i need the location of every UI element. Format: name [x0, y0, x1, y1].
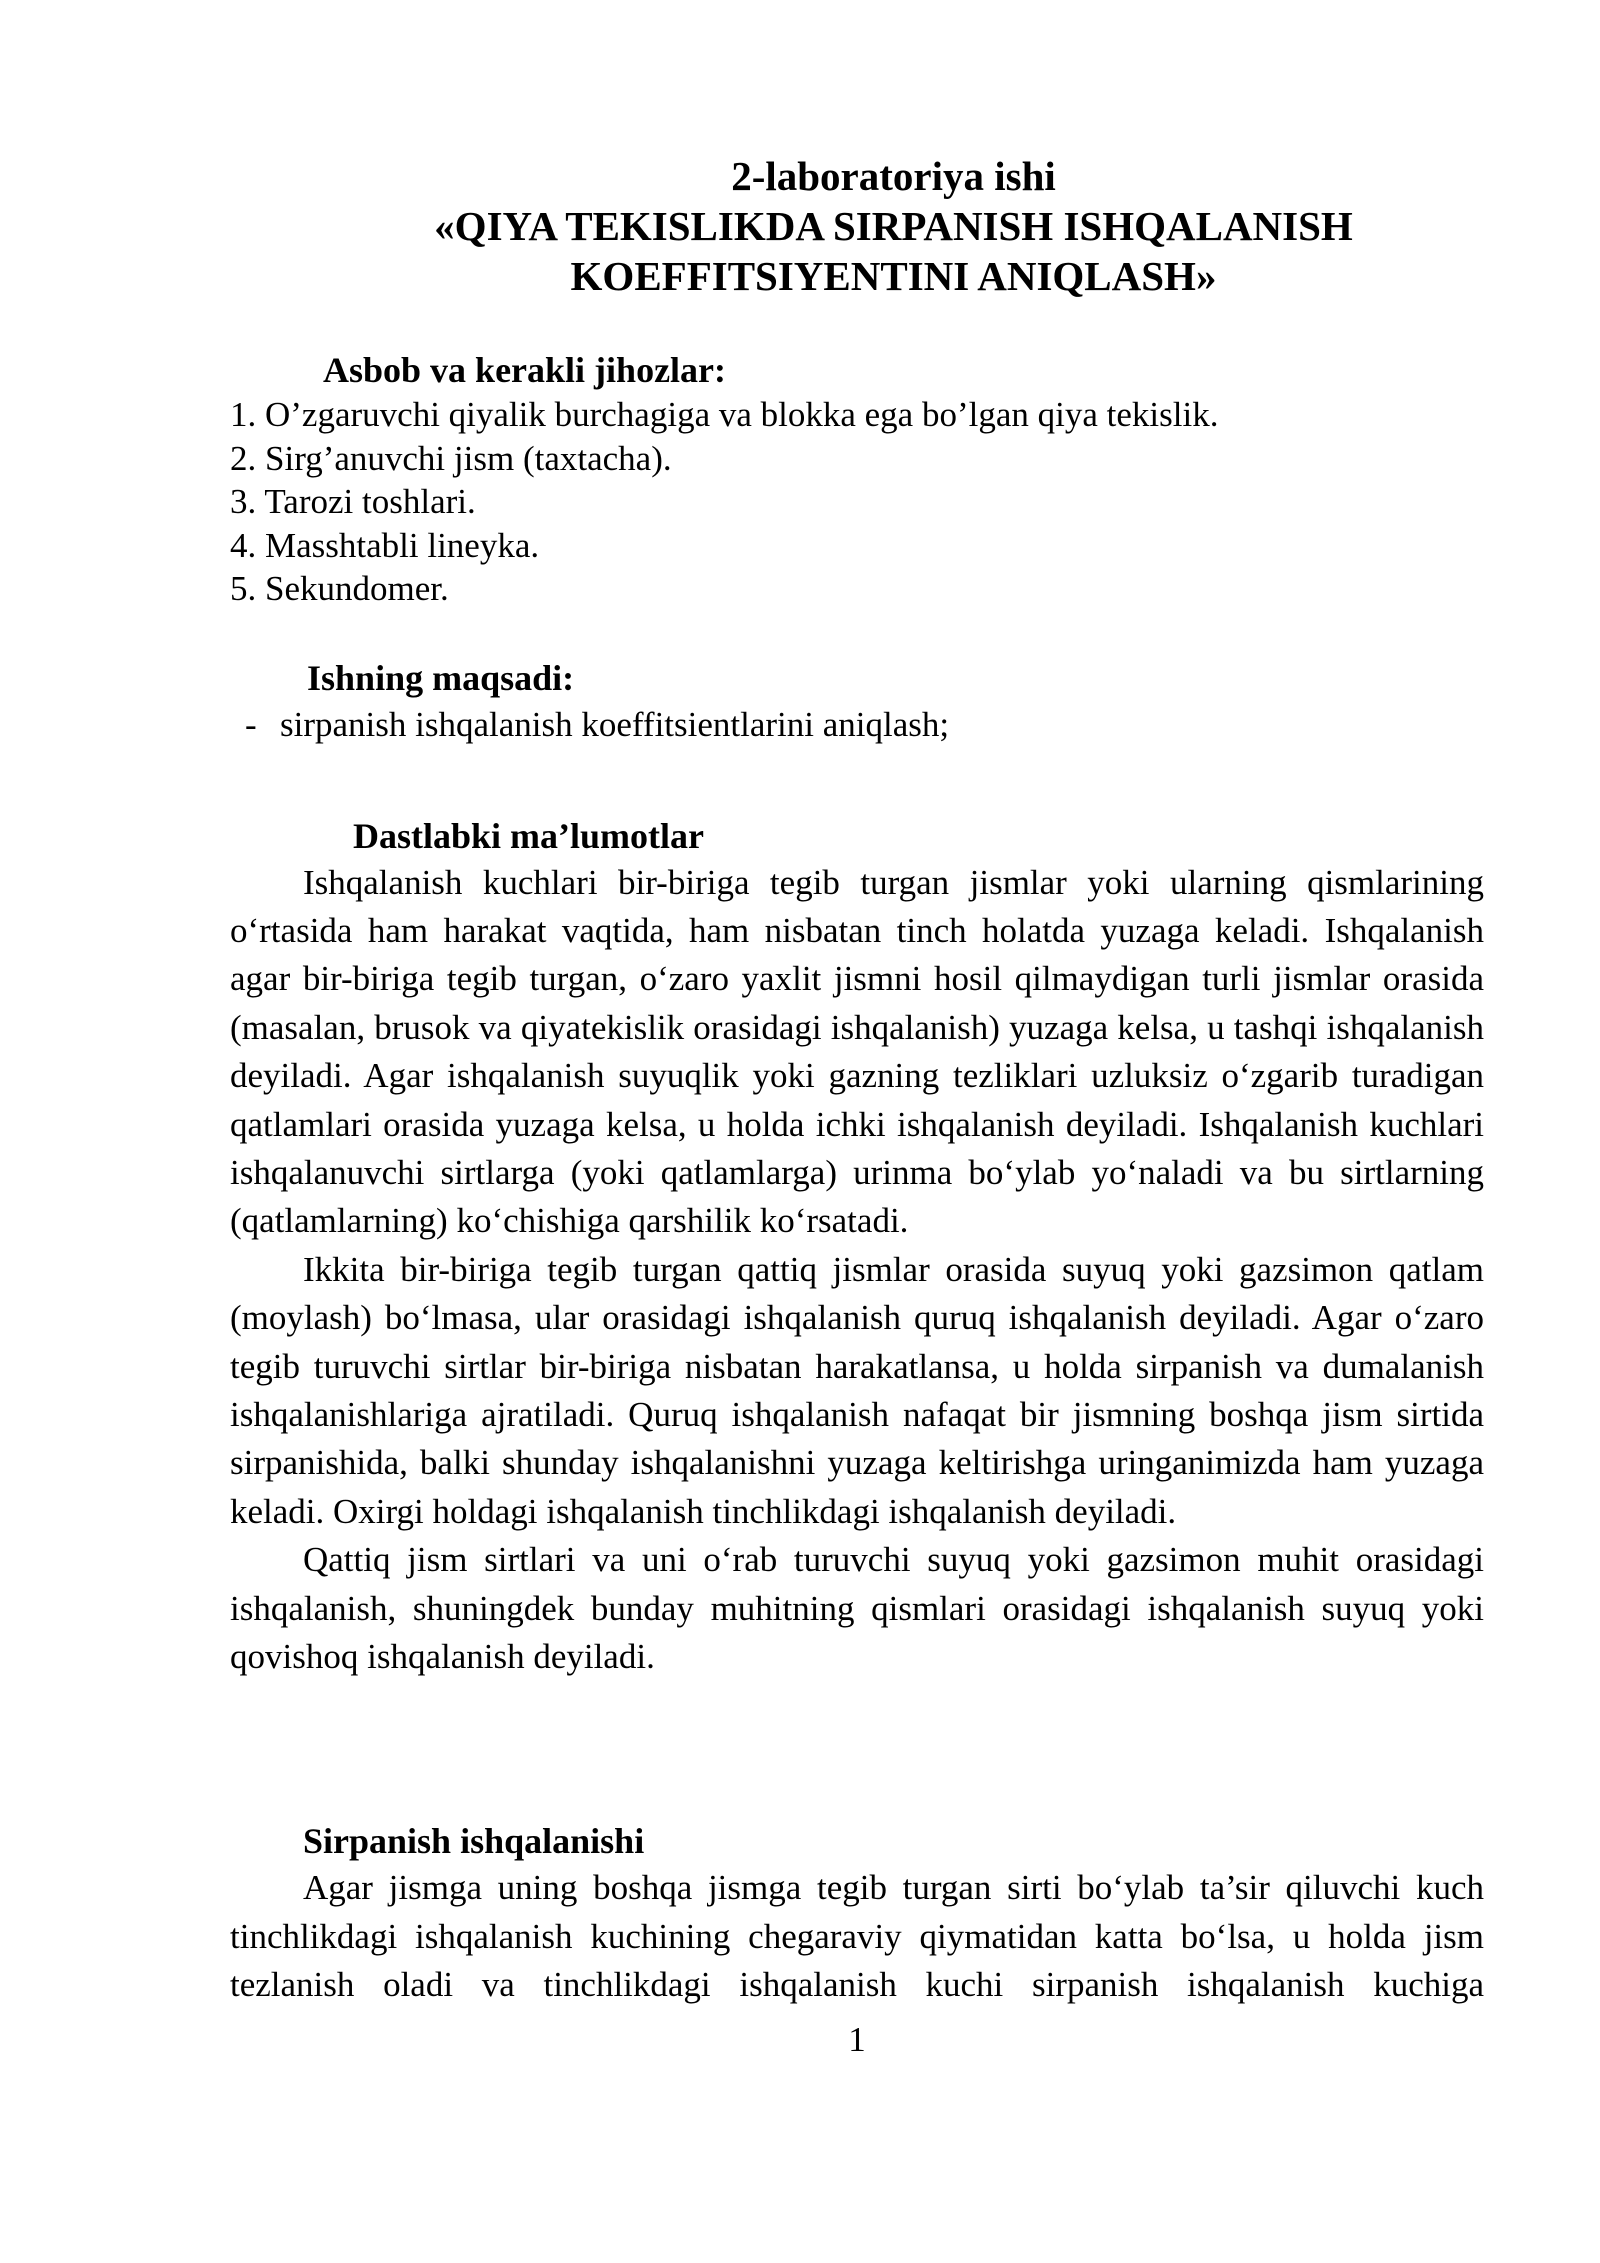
document-content: [230, 151, 1484, 2062]
equipment-list: [230, 393, 1484, 611]
purpose-heading: Ishning maqsadi:: [307, 657, 575, 698]
equipment-item-1: 1. O’zgaruvchi qiyalik burchagiga va blokka ega bo’lgan qiya tekislik.: [230, 395, 1219, 434]
sliding-friction-heading: Sirpanish ishqalanishi: [303, 1821, 645, 1862]
sliding-friction-paragraph: Agar jismga uning boshqa jismga tegib turgan sirti boʻylab ta’sir qiluvchi kuch tinchlikdagi ishqalanish kuchining chegaraviy qiymatidan katta boʻlsa, u holda jism tezlanish oladi va tinchlikdagi ishqalanish kuchi sirpanish ishqalanish kuchiga: [230, 1868, 1484, 2005]
document-title-line-3: KOEFFITSIYENTINI ANIQLASH»: [570, 253, 1217, 299]
document-title: [230, 151, 1484, 301]
document-title-line-1: 2-laboratoriya ishi: [731, 153, 1056, 199]
equipment-item-3: 3. Tarozi toshlari.: [230, 482, 476, 521]
page-number: 1: [848, 2019, 866, 2059]
preliminary-paragraph-3: Qattiq jism sirtlari va uni oʻrab turuvchi suyuq yoki gazsimon muhit orasidagi ishqalanish, shuningdek bunday muhitning qismlari orasidagi ishqalanish suyuq yoki qovishoq ishqalanish deyiladi.: [230, 1540, 1484, 1676]
preliminary-paragraph-2: Ikkita bir-biriga tegib turgan qattiq jismlar orasida suyuq yoki gazsimon qatlam (moylash) boʻlmasa, ular orasidagi ishqalanish quruq ishqalanish deyiladi. Agar oʻzaro tegib turuvchi sirtlar bir-biriga nisbatan harakatlansa, u holda sirpanish va dumalanish ishqalanishlariga ajratiladi. Quruq ishqalanish nafaqat bir jismning boshqa jism sirtida sirpanishida, balki shunday ishqalanishni yuzaga keltirishga uringanimizda ham yuzaga keladi. Oxirgi holdagi ishqalanish tinchlikdagi ishqalanish deyiladi.: [230, 1249, 1484, 1531]
purpose-item: [230, 701, 1484, 749]
equipment-item-4: 4. Masshtabli lineyka.: [230, 525, 540, 565]
equipment-heading: Asbob va kerakli jihozlar:: [323, 350, 727, 390]
purpose-item-text: sirpanish ishqalanish koeffitsientlarini aniqlash;: [280, 704, 950, 744]
document-title-line-2: «QIYA TEKISLIKDA SIRPANISH ISHQALANISH: [434, 203, 1353, 249]
equipment-item-2: 2. Sirg’anuvchi jism (taxtacha).: [230, 438, 672, 478]
dash-marker: -: [245, 704, 257, 744]
equipment-item-5: 5. Sekundomer.: [230, 569, 449, 608]
preliminary-paragraph-1: Ishqalanish kuchlari bir-biriga tegib turgan jismlar yoki ularning qismlarining oʻrtasida ham harakat vaqtida, ham nisbatan tinch holatda yuzaga keladi. Ishqalanish agar bir-biriga tegib turgan, oʻzaro yaxlit jismni hosil qilmaydigan turli jismlar orasida (masalan, brusok va qiyatekislik orasidagi ishqalanish) yuzaga kelsa, u tashqi ishqalanish deyiladi. Agar ishqalanish suyuqlik yoki gazning tezliklari uzluksiz oʻzgarib turadigan qatlamlari orasida yuzaga kelsa, u holda ichki ishqalanish deyiladi. Ishqalanish kuchlari ishqalanuvchi sirtlarga (yoki qatlamlarga) urinma boʻylab yoʻnaladi va bu sirtlarning (qatlamlarning) koʻchishiga qarshilik koʻrsatadi.: [230, 862, 1484, 1241]
preliminary-heading: Dastlabki ma’lumotlar: [353, 815, 704, 856]
